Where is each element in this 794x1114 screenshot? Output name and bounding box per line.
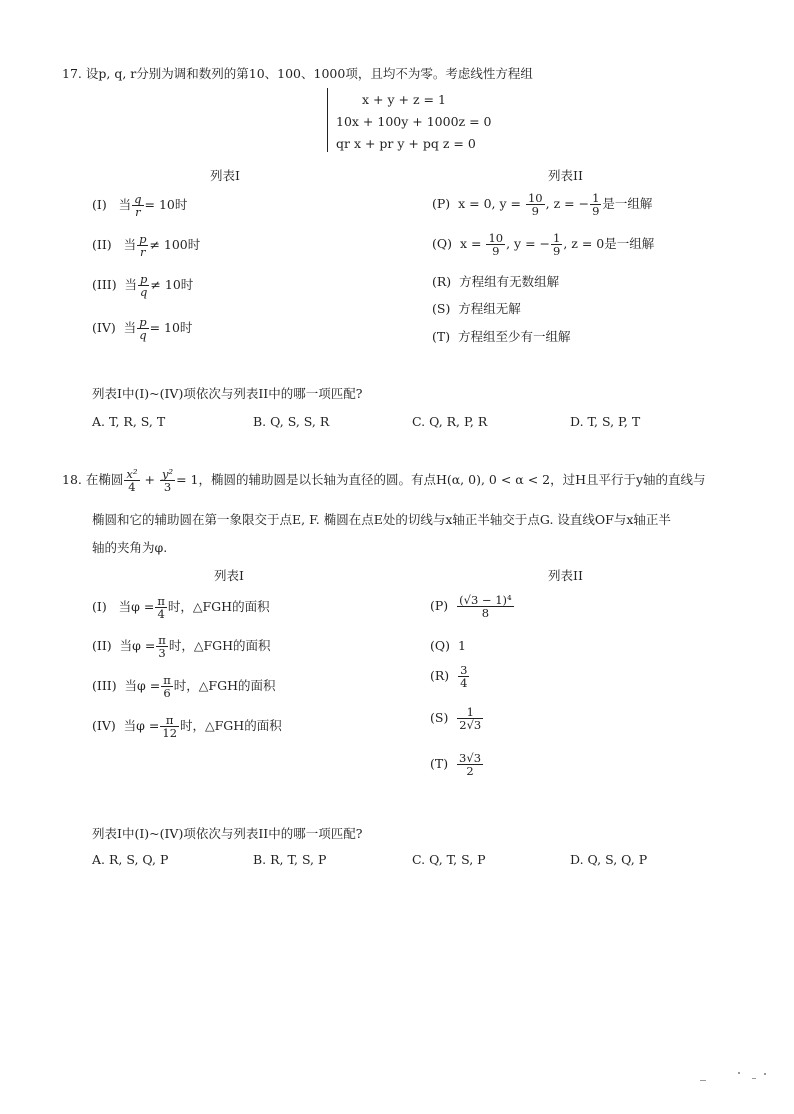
fraction: $\frac{\pi}{6}$: [163, 673, 171, 701]
q18-number: 18.: [62, 472, 82, 488]
q18-list1-item-1: (I) 当φ = $\frac{\pi}{4}$ 时，△FGH的面积: [92, 594, 270, 622]
q17-stem: [62, 64, 533, 82]
fraction: $\frac{10}{9}$: [527, 191, 543, 219]
q18-list2-item-Q: (Q) 1: [430, 638, 466, 653]
q18-option-d[interactable]: D. Q, S, Q, P: [570, 852, 648, 867]
q18-stem-line2: 椭圆和它的辅助圆在第一象限交于点E, F. 椭圆在点E处的切线与x轴正半轴交于点G. 设直线OF与x轴正半: [92, 512, 671, 527]
equation-brace: [327, 88, 332, 152]
q17-list1-item-3: (III) 当 $\frac{p}{q}$ ≠ 10时: [92, 272, 194, 300]
q18-stem-line3: 轴的夹角为φ.: [92, 540, 168, 555]
scan-speck: [764, 1073, 766, 1075]
q18-list1-item-4: (IV) 当φ = $\frac{\pi}{12}$ 时，△FGH的面积: [92, 713, 282, 741]
fraction: $\frac{\pi}{4}$: [157, 594, 165, 622]
fraction: $\frac{3}{4}$: [460, 663, 468, 691]
q17-list2-item-R: (R) 方程组有无数组解: [432, 274, 560, 289]
q18-list1-header: 列表I: [214, 568, 244, 583]
q17-list2-header: 列表II: [548, 168, 583, 183]
fraction: $\frac{1}{9}$: [553, 231, 561, 259]
scan-speck: [738, 1072, 740, 1074]
q18-stem-line1: 18. 在椭圆 $\frac{\text{x²}}{4}$ + $\frac{\text{y²}}{3}$ = 1，椭圆的辅助圆是以长轴为直径的圆。有点H(α, 0), 0 < α < 2，过H且平行于y轴的直线与: [62, 467, 706, 495]
fraction: $\frac{\text{y²}}{3}$: [161, 467, 174, 495]
scan-speck: [700, 1080, 706, 1081]
fraction: $\frac{\text{(√3 − 1)⁴}}{8}$: [459, 593, 512, 621]
q17-option-c[interactable]: C. Q, R, P, R: [412, 414, 488, 429]
q17-option-a[interactable]: A. T, R, S, T: [92, 414, 166, 429]
q17-list2-item-Q: (Q) x = $\frac{10}{9}$ , y = − $\frac{1}{9}$ , z = 0是一组解: [432, 231, 655, 259]
q18-list2-item-R: (R) $\frac{3}{4}$: [430, 663, 468, 691]
q18-list2-item-P: (P) $\frac{\text{(√3 − 1)⁴}}{8}$: [430, 593, 512, 621]
fraction: $\frac{\pi}{12}$: [162, 713, 178, 741]
q17-list2-item-P: (P) x = 0, y = $\frac{10}{9}$ , z = − $\frac{1}{9}$ 是一组解: [432, 191, 653, 219]
q18-option-c[interactable]: C. Q, T, S, P: [412, 852, 486, 867]
scan-speck: [752, 1078, 756, 1079]
q17-question: 列表I中(I)~(IV)项依次与列表II中的哪一项匹配?: [92, 386, 363, 401]
q17-list2-item-S: (S) 方程组无解: [432, 301, 521, 316]
fraction: $\frac{3√3}{2}$: [459, 751, 482, 779]
fraction: $\frac{p}{q}$: [140, 272, 148, 300]
q17-list2-item-T: (T) 方程组至少有一组解: [432, 329, 571, 344]
q18-list2-item-S: (S) $\frac{1}{2√3}$: [430, 705, 482, 733]
q17-option-d[interactable]: D. T, S, P, T: [570, 414, 641, 429]
q18-list2-header: 列表II: [548, 568, 583, 583]
q17-list1-item-2: (II) 当 $\frac{p}{r}$ ≠ 100时: [92, 232, 201, 260]
q17-eq1: x + y + z = 1: [362, 92, 446, 107]
fraction: $\frac{\pi}{3}$: [158, 633, 166, 661]
q18-option-a[interactable]: A. R, S, Q, P: [92, 852, 169, 867]
fraction: $\frac{p}{q}$: [139, 315, 147, 343]
q18-option-b[interactable]: B. R, T, S, P: [253, 852, 327, 867]
q18-list1-item-2: (II) 当φ = $\frac{\pi}{3}$ 时，△FGH的面积: [92, 633, 271, 661]
q17-number: 17.: [62, 66, 82, 81]
fraction: $\frac{\text{x²}}{4}$: [126, 467, 138, 495]
q17-eq2: 10x + 100y + 1000z = 0: [336, 114, 492, 129]
q17-text: 设p, q, r分别为调和数列的第10、100、1000项，且均不为零。考虑线性方程组: [85, 66, 533, 81]
q18-list2-item-T: (T) $\frac{3√3}{2}$: [430, 751, 482, 779]
q18-list1-item-3: (III) 当φ = $\frac{\pi}{6}$ 时，△FGH的面积: [92, 673, 276, 701]
fraction: $\frac{q}{r}$: [134, 192, 142, 220]
fraction: $\frac{p}{r}$: [139, 232, 147, 260]
q17-list1-header: 列表I: [210, 168, 240, 183]
fraction: $\frac{1}{9}$: [592, 191, 600, 219]
fraction: $\frac{1}{2√3}$: [459, 705, 482, 733]
q17-option-b[interactable]: B. Q, S, S, R: [253, 414, 330, 429]
q17-list1-item-1: (I) 当 $\frac{q}{r}$ = 10时: [92, 192, 188, 220]
q18-question: 列表I中(I)~(IV)项依次与列表II中的哪一项匹配?: [92, 826, 363, 841]
q17-eq3: qr x + pr y + pq z = 0: [336, 136, 476, 151]
q17-list1-item-4: (IV) 当 $\frac{p}{q}$ = 10时: [92, 315, 193, 343]
fraction: $\frac{10}{9}$: [488, 231, 504, 259]
